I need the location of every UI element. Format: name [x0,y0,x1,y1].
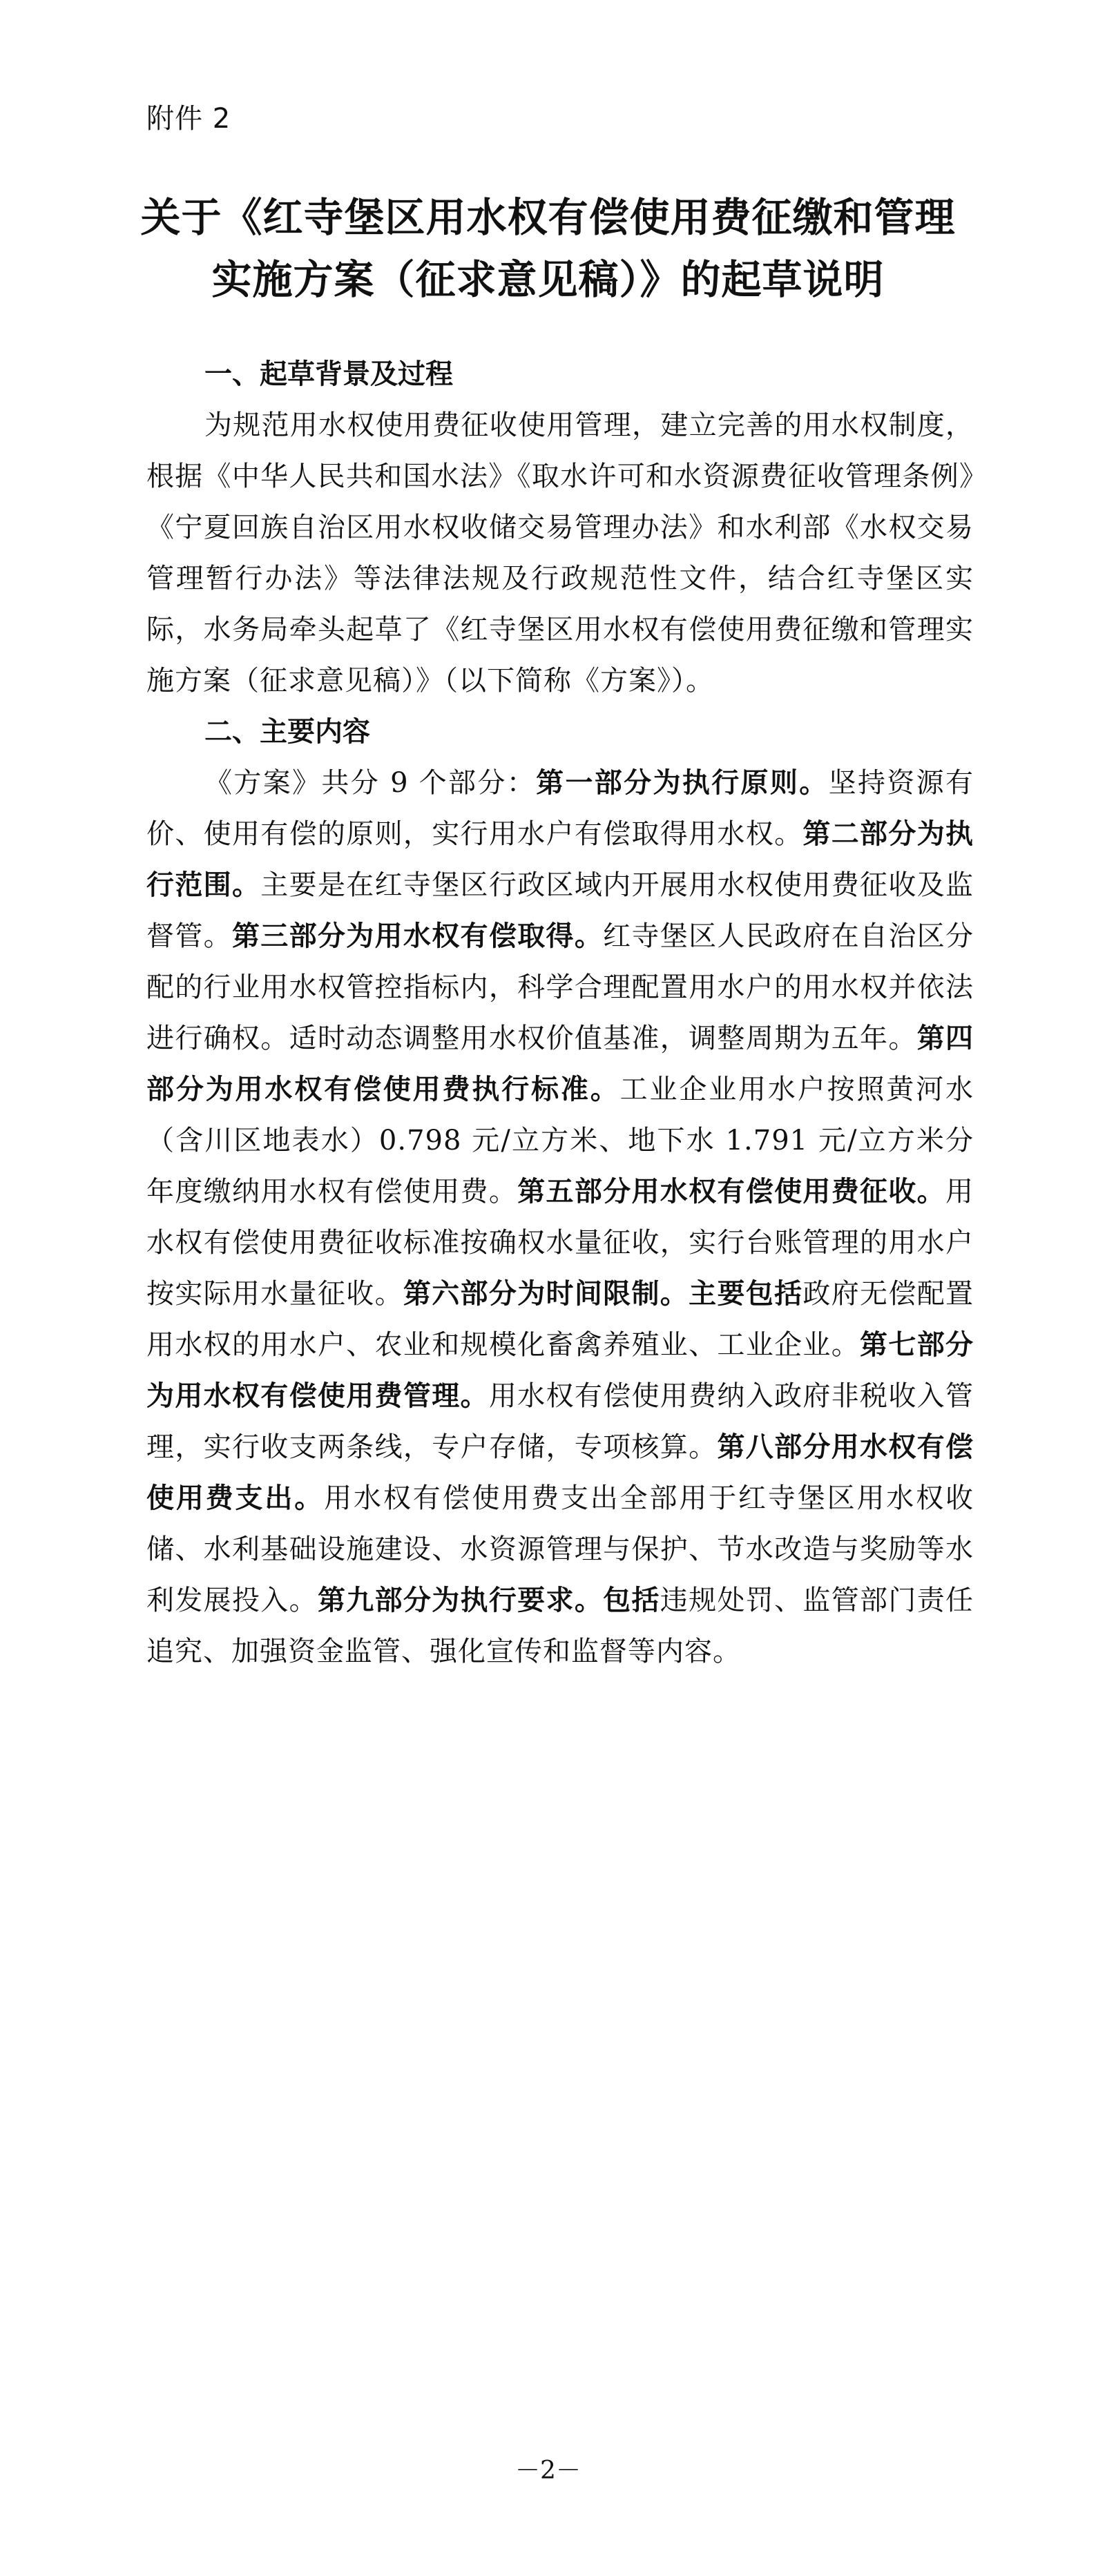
part-3-title: 第三部分为用水权有偿取得。 [231,920,604,952]
part-5-title: 第五部分用水权有偿使用费征收。 [517,1175,946,1208]
document-title [104,186,992,311]
part-2-title: 第二部分为执行范围。 [146,817,974,901]
paragraph-content [146,757,974,1677]
part-2-text: 主要是在红寺堡区行政区域内开展用水权使用费征收及监督管。 [146,869,974,952]
part-7-text: 用水权有偿使用费纳入政府非税收入管理，实行收支两条线，专户存储，专项核算。 [146,1380,974,1463]
section-heading-background: 一、起草背景及过程 [204,358,453,390]
attachment-label: 附件 2 [146,103,231,135]
paragraph-background: 为规范用水权使用费征收使用管理，建立完善的用水权制度，根据《中华人民共和国水法》《取水许可和水资源费征收管理条例》《宁夏回族自治区用水权收储交易管理办法》和水利部《水权交易管理暂行办法》等法律法规及行政规范性文件，结合红寺堡区实际，水务局牵头起草了《红寺堡区用水权有偿使用费征缴和管理实施方案（征求意见稿）》（以下简称《方案》）。 [146,409,974,697]
part-4-text: 工业企业用水户按照黄河水（含川区地表水）0.798 元/立方米、地下水 1.791 元/立方米分年度缴纳用水权有偿使用费。 [146,1074,974,1208]
title-line-2: 实施方案（征求意见稿）》的起草说明 [211,256,885,303]
document-body [146,349,974,1677]
section-heading-content: 二、主要内容 [204,716,370,748]
title-line-1: 关于《红寺堡区用水权有偿使用费征缴和管理 [140,194,956,241]
part-1-title: 第一部分为执行原则。 [536,766,829,799]
content-intro: 《方案》共分 9 个部分： [204,767,537,799]
part-9-text: 违规处罚、监管部门责任追究、加强资金监管、强化宣传和监督等内容。 [146,1585,974,1667]
part-1-text: 坚持资源有价、使用有偿的原则，实行用水户有偿取得用水权。 [146,767,974,850]
part-4-title: 第四部分为用水权有偿使用费执行标准。 [146,1022,974,1105]
page-number: －2－ [515,2457,581,2485]
part-8-title: 第八部分用水权有偿使用费支出。 [146,1431,974,1514]
part-3-text: 红寺堡区人民政府在自治区分配的行业用水权管控指标内，科学合理配置用水户的用水权并依法进行确权。适时动态调整用水权价值基准，调整周期为五年。 [146,920,974,1054]
part-6-text: 政府无偿配置用水权的用水户、农业和规模化畜禽养殖业、工业企业。 [146,1278,974,1361]
part-7-title: 第七部分为用水权有偿使用费管理。 [146,1328,974,1412]
part-6-title: 第六部分为时间限制。主要包括 [403,1277,803,1310]
part-9-title: 第九部分为执行要求。包括 [317,1584,660,1616]
part-5-text: 用水权有偿使用费征收标准按确权水量征收，实行台账管理的用水户按实际用水量征收。 [146,1176,974,1310]
part-8-text: 用水权有偿使用费支出全部用于红寺堡区用水权收储、水利基础设施建设、水资源管理与保护、节水改造与奖励等水利发展投入。 [146,1482,974,1616]
